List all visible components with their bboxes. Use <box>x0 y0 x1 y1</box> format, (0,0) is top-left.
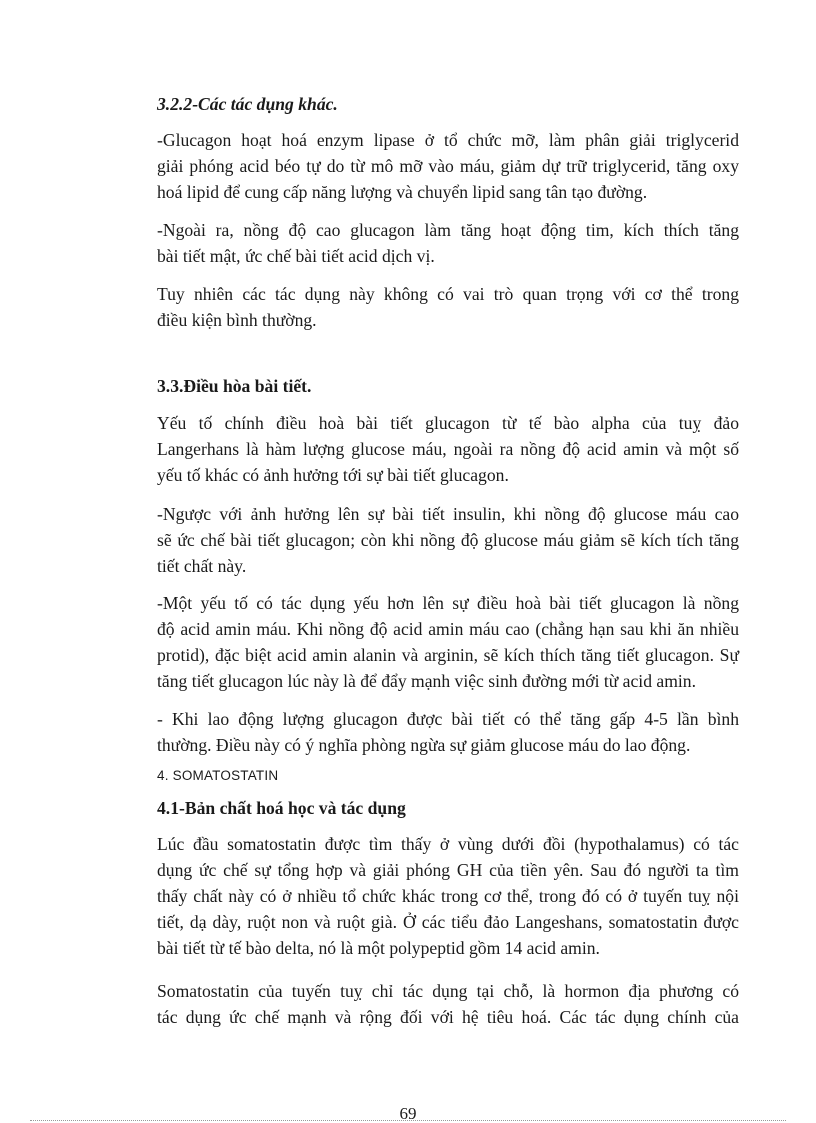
text-line: dụng ức chế sự tổng hợp và giải phóng GH của tiền yên. Sau đó người ta tìm <box>157 860 739 880</box>
paragraph-somatostatin-local <box>117 978 739 1030</box>
paragraph-glucose-effect <box>117 501 739 579</box>
text-line: Yếu tố chính điều hoà bài tiết glucagon từ tế bào alpha của tuỵ đảo <box>157 413 739 433</box>
text-line: Tuy nhiên các tác dụng này không có vai trò quan trọng với cơ thể trong <box>157 284 739 304</box>
text-line: Langerhans là hàm lượng glucose máu, ngoài ra nồng độ acid amin và một số <box>157 439 739 459</box>
paragraph-not-important <box>117 281 739 333</box>
text-line: protid), đặc biệt acid amin alanin và arginin, sẽ kích thích tăng tiết glucagon. Sự <box>157 645 739 665</box>
text-line: - Khi lao động lượng glucagon được bài tiết có thể tăng gấp 4-5 lần bình <box>157 709 739 729</box>
heading-4-somatostatin: 4. SOMATOSTATIN <box>157 768 279 783</box>
heading-3-2-2: 3.2.2-Các tác dụng khác. <box>157 94 338 114</box>
text-line: yếu tố khác có ảnh hưởng tới sự bài tiết glucagon. <box>157 465 509 485</box>
paragraph-main-regulator <box>117 410 739 488</box>
text-line: bài tiết từ tế bào delta, nó là một polypeptid gồm 14 acid amin. <box>157 938 600 958</box>
text-line: tác dụng ức chế mạnh và rộng đối với hệ tiêu hoá. Các tác dụng chính của <box>157 1007 739 1027</box>
footer-divider <box>30 1120 786 1121</box>
text-line: tăng tiết glucagon lúc này là để đẩy mạnh việc sinh đường mới từ acid amin. <box>157 671 696 691</box>
paragraph-amino-acid-effect <box>117 590 739 694</box>
text-line: -Glucagon hoạt hoá enzym lipase ở tổ chức mỡ, làm phân giải triglycerid <box>157 130 739 150</box>
text-line: -Ngược với ảnh hưởng lên sự bài tiết insulin, khi nồng độ glucose máu cao <box>157 504 739 524</box>
text-line: tiết chất này. <box>157 556 247 576</box>
paragraph-somatostatin-origin <box>117 831 739 961</box>
text-line: thấy chất này có ở nhiều tổ chức khác trong cơ thể, trong đó có ở tuyến tuỵ nội <box>157 886 739 906</box>
paragraph-lipase-effect <box>117 127 739 205</box>
page-number: 69 <box>399 1104 417 1123</box>
text-line: thường. Điều này có ý nghĩa phòng ngừa sự giảm glucose máu do lao động. <box>157 735 691 755</box>
text-line: điều kiện bình thường. <box>157 310 317 330</box>
paragraph-labor-effect <box>117 706 739 758</box>
text-line: sẽ ức chế bài tiết glucagon; còn khi nồng độ glucose máu giảm sẽ kích tích tăng <box>157 530 739 550</box>
text-line: Lúc đầu somatostatin được tìm thấy ở vùng dưới đồi (hypothalamus) có tác <box>157 834 739 854</box>
text-line: -Ngoài ra, nồng độ cao glucagon làm tăng hoạt động tim, kích thích tăng <box>157 220 739 240</box>
heading-3-3: 3.3.Điều hòa bài tiết. <box>157 376 312 396</box>
text-line: độ acid amin máu. Khi nồng độ acid amin máu cao (chẳng hạn sau khi ăn nhiều <box>157 619 739 639</box>
heading-4-1: 4.1-Bản chất hoá học và tác dụng <box>157 798 406 818</box>
paragraph-other-effects <box>117 217 739 269</box>
text-line: hoá lipid để cung cấp năng lượng và chuyển lipid sang tân tạo đường. <box>157 182 648 202</box>
text-line: tiết, dạ dày, ruột non và ruột già. Ở các tiểu đảo Langeshans, somatostatin được <box>157 912 739 932</box>
text-line: giải phóng acid béo tự do từ mô mỡ vào máu, giảm dự trữ triglycerid, tăng oxy <box>157 156 739 176</box>
text-line: Somatostatin của tuyến tuỵ chỉ tác dụng tại chỗ, là hormon địa phương có <box>157 981 739 1001</box>
text-line: -Một yếu tố có tác dụng yếu hơn lên sự điều hoà bài tiết glucagon là nồng <box>157 593 739 613</box>
text-line: bài tiết mật, ức chế bài tiết acid dịch vị. <box>157 246 435 266</box>
